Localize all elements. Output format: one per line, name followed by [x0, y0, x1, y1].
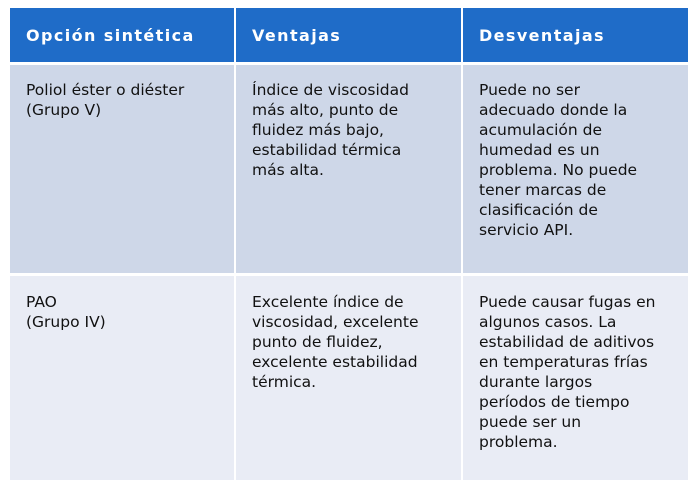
- comparison-table: [10, 8, 688, 480]
- table-row: [10, 275, 688, 480]
- cell-option: Poliol éster o diéster (Grupo V): [10, 64, 235, 275]
- table-row: [10, 64, 688, 275]
- header-advantages: Ventajas: [235, 8, 462, 64]
- cell-disadvantages: Puede no ser adecuado donde la acumulación de humedad es un problema. No puede tener marcas de clasificación de servicio API.: [462, 64, 688, 275]
- cell-advantages: Índice de viscosidad más alto, punto de fluidez más bajo, estabilidad térmica más alta.: [235, 64, 462, 275]
- header-disadvantages: Desventajas: [462, 8, 688, 64]
- header-row: [10, 8, 688, 64]
- cell-advantages: Excelente índice de viscosidad, excelente punto de fluidez, excelente estabilidad térmica.: [235, 275, 462, 480]
- cell-disadvantages: Puede causar fugas en algunos casos. La estabilidad de aditivos en temperaturas frías durante largos períodos de tiempo puede ser un problema.: [462, 275, 688, 480]
- header-option: Opción sintética: [10, 8, 235, 64]
- cell-option: PAO (Grupo IV): [10, 275, 235, 480]
